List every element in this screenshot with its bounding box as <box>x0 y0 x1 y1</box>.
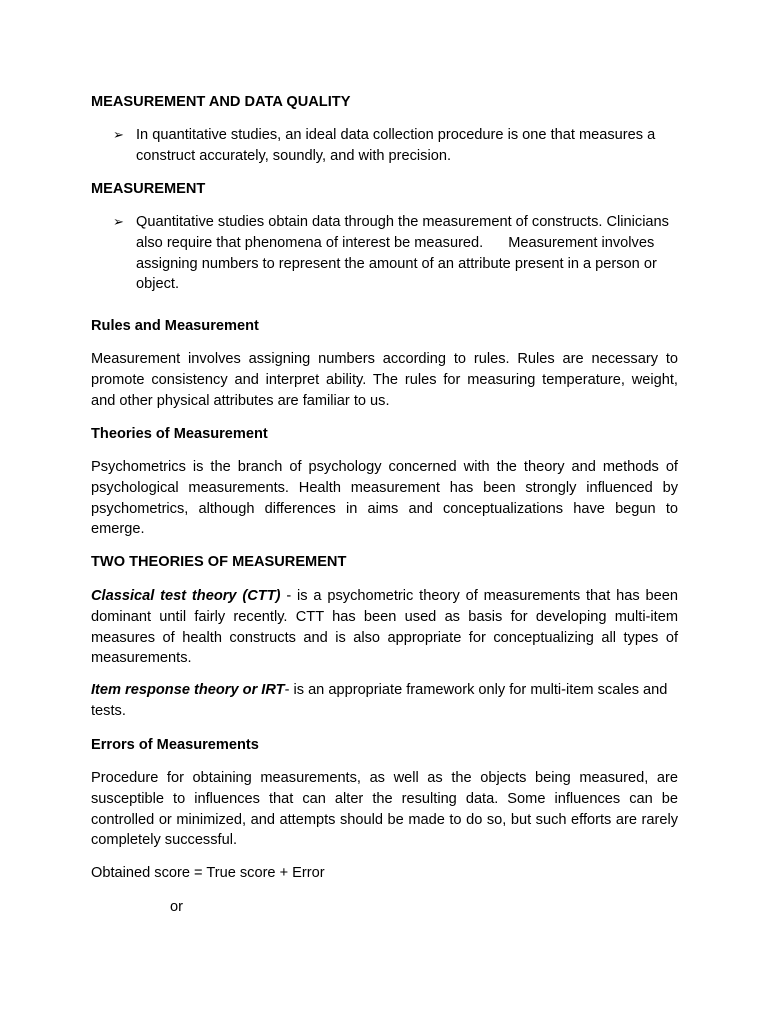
bullet-text-part-2: Measurement involves assigning numbers to represent the amount of an attribute present in a person or object. <box>136 234 657 293</box>
two-theories-heading: TWO THEORIES OF MEASUREMENT <box>91 554 347 570</box>
rules-paragraph: Measurement involves assigning numbers according to rules. Rules are necessary to promote consistency and interpret ability. The rules for measuring temperature, weight, and other physical attributes are familiar to us. <box>91 351 678 409</box>
score-formula: Obtained score = True score + Error <box>91 865 325 881</box>
ctt-paragraph <box>91 586 678 669</box>
bullet-text <box>136 212 678 295</box>
bullet-item-data-collection <box>113 125 678 167</box>
irt-term: Item response theory or IRT <box>91 682 285 698</box>
errors-heading: Errors of Measurements <box>91 737 259 753</box>
bullet-text-part-1: Quantitative studies obtain data through the measurement of constructs. Clinicians also require that phenomena of interest be measured. <box>136 214 669 251</box>
theories-paragraph: Psychometrics is the branch of psychology concerned with the theory and methods of psychological measurements. Health measurement has been strongly influenced by psychometrics, although differences in aims and conceptualizations have begun to emerge. <box>91 459 678 538</box>
arrow-bullet-icon: ➢ <box>113 214 124 229</box>
ctt-term: Classical test theory (CTT) <box>91 588 281 604</box>
arrow-bullet-icon: ➢ <box>113 127 124 142</box>
errors-paragraph: Procedure for obtaining measurements, as well as the objects being measured, are susceptible to influences that can alter the resulting data. Some influences can be controlled or minimized, and attempts should be made to do so, but such efforts are rarely completely successful. <box>91 770 678 849</box>
bullet-item-measurement <box>113 212 678 295</box>
rules-heading: Rules and Measurement <box>91 318 259 334</box>
irt-paragraph <box>91 680 678 722</box>
main-heading: MEASUREMENT AND DATA QUALITY <box>91 94 351 110</box>
theories-heading: Theories of Measurement <box>91 426 268 442</box>
measurement-heading: MEASUREMENT <box>91 181 206 197</box>
or-text: or <box>170 899 183 915</box>
bullet-text: In quantitative studies, an ideal data collection procedure is one that measures a construct accurately, soundly, and with precision. <box>136 127 656 164</box>
ctt-definition: - is a psychometric theory of measurements that has been dominant until fairly recently. CTT has been used as basis for developing multi-item measures of health constructs and is also appropriate for conceptualizing all types of measurements. <box>91 588 678 667</box>
irt-definition: - is an appropriate framework only for multi-item scales and tests. <box>91 682 668 719</box>
